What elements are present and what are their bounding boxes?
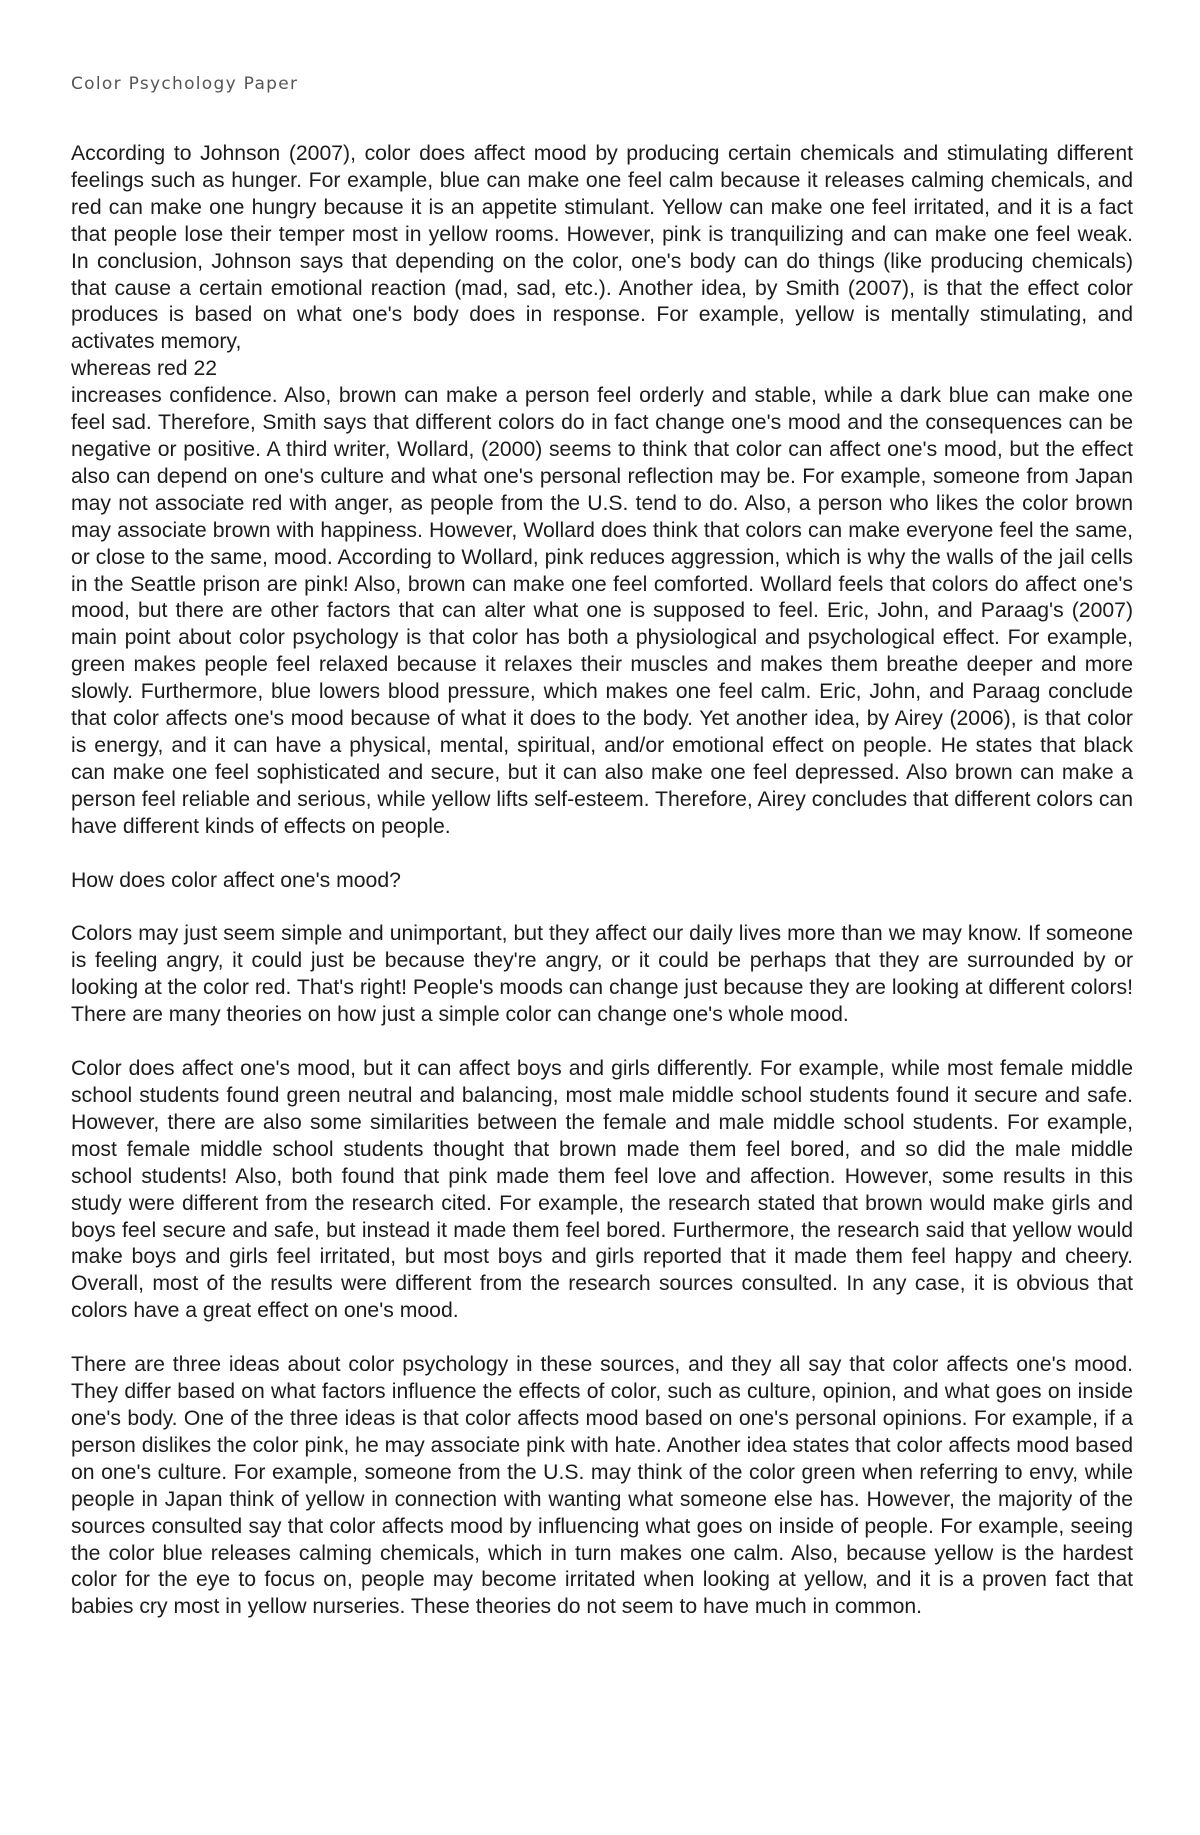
page-header-title: Color Psychology Paper (71, 74, 299, 94)
paragraph-literature-review-part-1: According to Johnson (2007), color does affect mood by producing certain chemicals and stimulating different feelings such as hunger. For example, blue can make one feel calm because it releases calming chemicals, and red can make one hungry because it is an appetite stimulant. Yellow can make one feel irritated, and it is a fact that people lose their temper most in yellow rooms. However, pink is tranquilizing and can make one feel weak. In conclusion, Johnson says that depending on the color, one's body can do things (like producing chemicals) that cause a certain emotional reaction (mad, sad, etc.). Another idea, by Smith (2007), is that the effect color produces is based on what one's body does in response. For example, yellow is mentally stimulating, and activates memory, (71, 142, 1133, 354)
paragraph-spacer (71, 841, 1133, 868)
paragraph-literature-review-part-2: increases confidence. Also, brown can make a person feel orderly and stable, while a dark blue can make one feel sad. Therefore, Smith says that different colors do in fact change one's mood and the consequences can be negative or positive. A third writer, Wollard, (2000) seems to think that color can affect one's mood, but the effect also can depend on one's culture and what one's personal reflection may be. For example, someone from Japan may not associate red with anger, as people from the U.S. tend to do. Also, a person who likes the color brown may associate brown with happiness. However, Wollard does think that colors can make everyone feel the same, or close to the same, mood. According to Wollard, pink reduces aggression, which is why the walls of the jail cells in the Seattle prison are pink! Also, brown can make one feel comforted. Wollard feels that colors do affect one's mood, but there are other factors that can alter what one is supposed to feel. Eric, John, and Paraag's (2007) main point about color psychology is that color has both a physiological and psychological effect. For example, green makes people feel relaxed because it relaxes their muscles and makes them breathe deeper and more slowly. Furthermore, blue lowers blood pressure, which makes one feel calm. Eric, John, and Paraag conclude that color affects one's mood because of what it does to the body. Yet another idea, by Airey (2006), is that color is energy, and it can have a physical, mental, spiritual, and/or emotional effect on people. He states that black can make one feel sophisticated and secure, but it can also make one feel depressed. Also brown can make a person feel reliable and serious, while yellow lifts self-esteem. Therefore, Airey concludes that different colors can have different kinds of effects on people. (71, 384, 1133, 838)
document-body (71, 141, 1133, 1621)
paragraph-spacer (71, 894, 1133, 921)
paragraph-results: Color does affect one's mood, but it can affect boys and girls differently. For example, while most female middle school students found green neutral and balancing, most male middle school students found it secure and safe. However, there are also some similarities between the female and male middle school students. For example, most female middle school students thought that brown made them feel bored, and so did the male middle school students! Also, both found that pink made them feel love and affection. However, some results in this study were different from the research cited. For example, the research stated that brown would make girls and boys feel secure and safe, but instead it made them feel bored. Furthermore, the research said that yellow would make boys and girls feel irritated, but most boys and girls reported that it made them feel happy and cheery. Overall, most of the results were different from the research sources consulted. In any case, it is obvious that colors have a great effect on one's mood. (71, 1057, 1133, 1323)
research-question: How does color affect one's mood? (71, 868, 401, 892)
paragraph-spacer (71, 1029, 1133, 1056)
paragraph-spacer (71, 1325, 1133, 1352)
paragraph-introduction: Colors may just seem simple and unimportant, but they affect our daily lives more than we may know. If someone is feeling angry, it could just be because they're angry, or it could be perhaps that they are surrounded by or looking at the color red. That's right! People's moods can change just because they are looking at different colors! There are many theories on how just a simple color can change one's whole mood. (71, 922, 1133, 1027)
paragraph-discussion: There are three ideas about color psychology in these sources, and they all say that color affects one's mood. They differ based on what factors influence the effects of color, such as culture, opinion, and what goes on inside one's body. One of the three ideas is that color affects mood based on one's personal opinions. For example, if a person dislikes the color pink, he may associate pink with hate. Another idea states that color affects mood based on one's culture. For example, someone from the U.S. may think of the color green when referring to envy, while people in Japan think of yellow in connection with wanting what someone else has. However, the majority of the sources consulted say that color affects mood by influencing what goes on inside of people. For example, seeing the color blue releases calming chemicals, which in turn makes one calm. Also, because yellow is the hardest color for the eye to focus on, people may become irritated when looking at yellow, and it is a proven fact that babies cry most in yellow nurseries. These theories do not seem to have much in common. (71, 1353, 1133, 1619)
paragraph-literature-review-break-line: whereas red 22 (71, 357, 218, 381)
